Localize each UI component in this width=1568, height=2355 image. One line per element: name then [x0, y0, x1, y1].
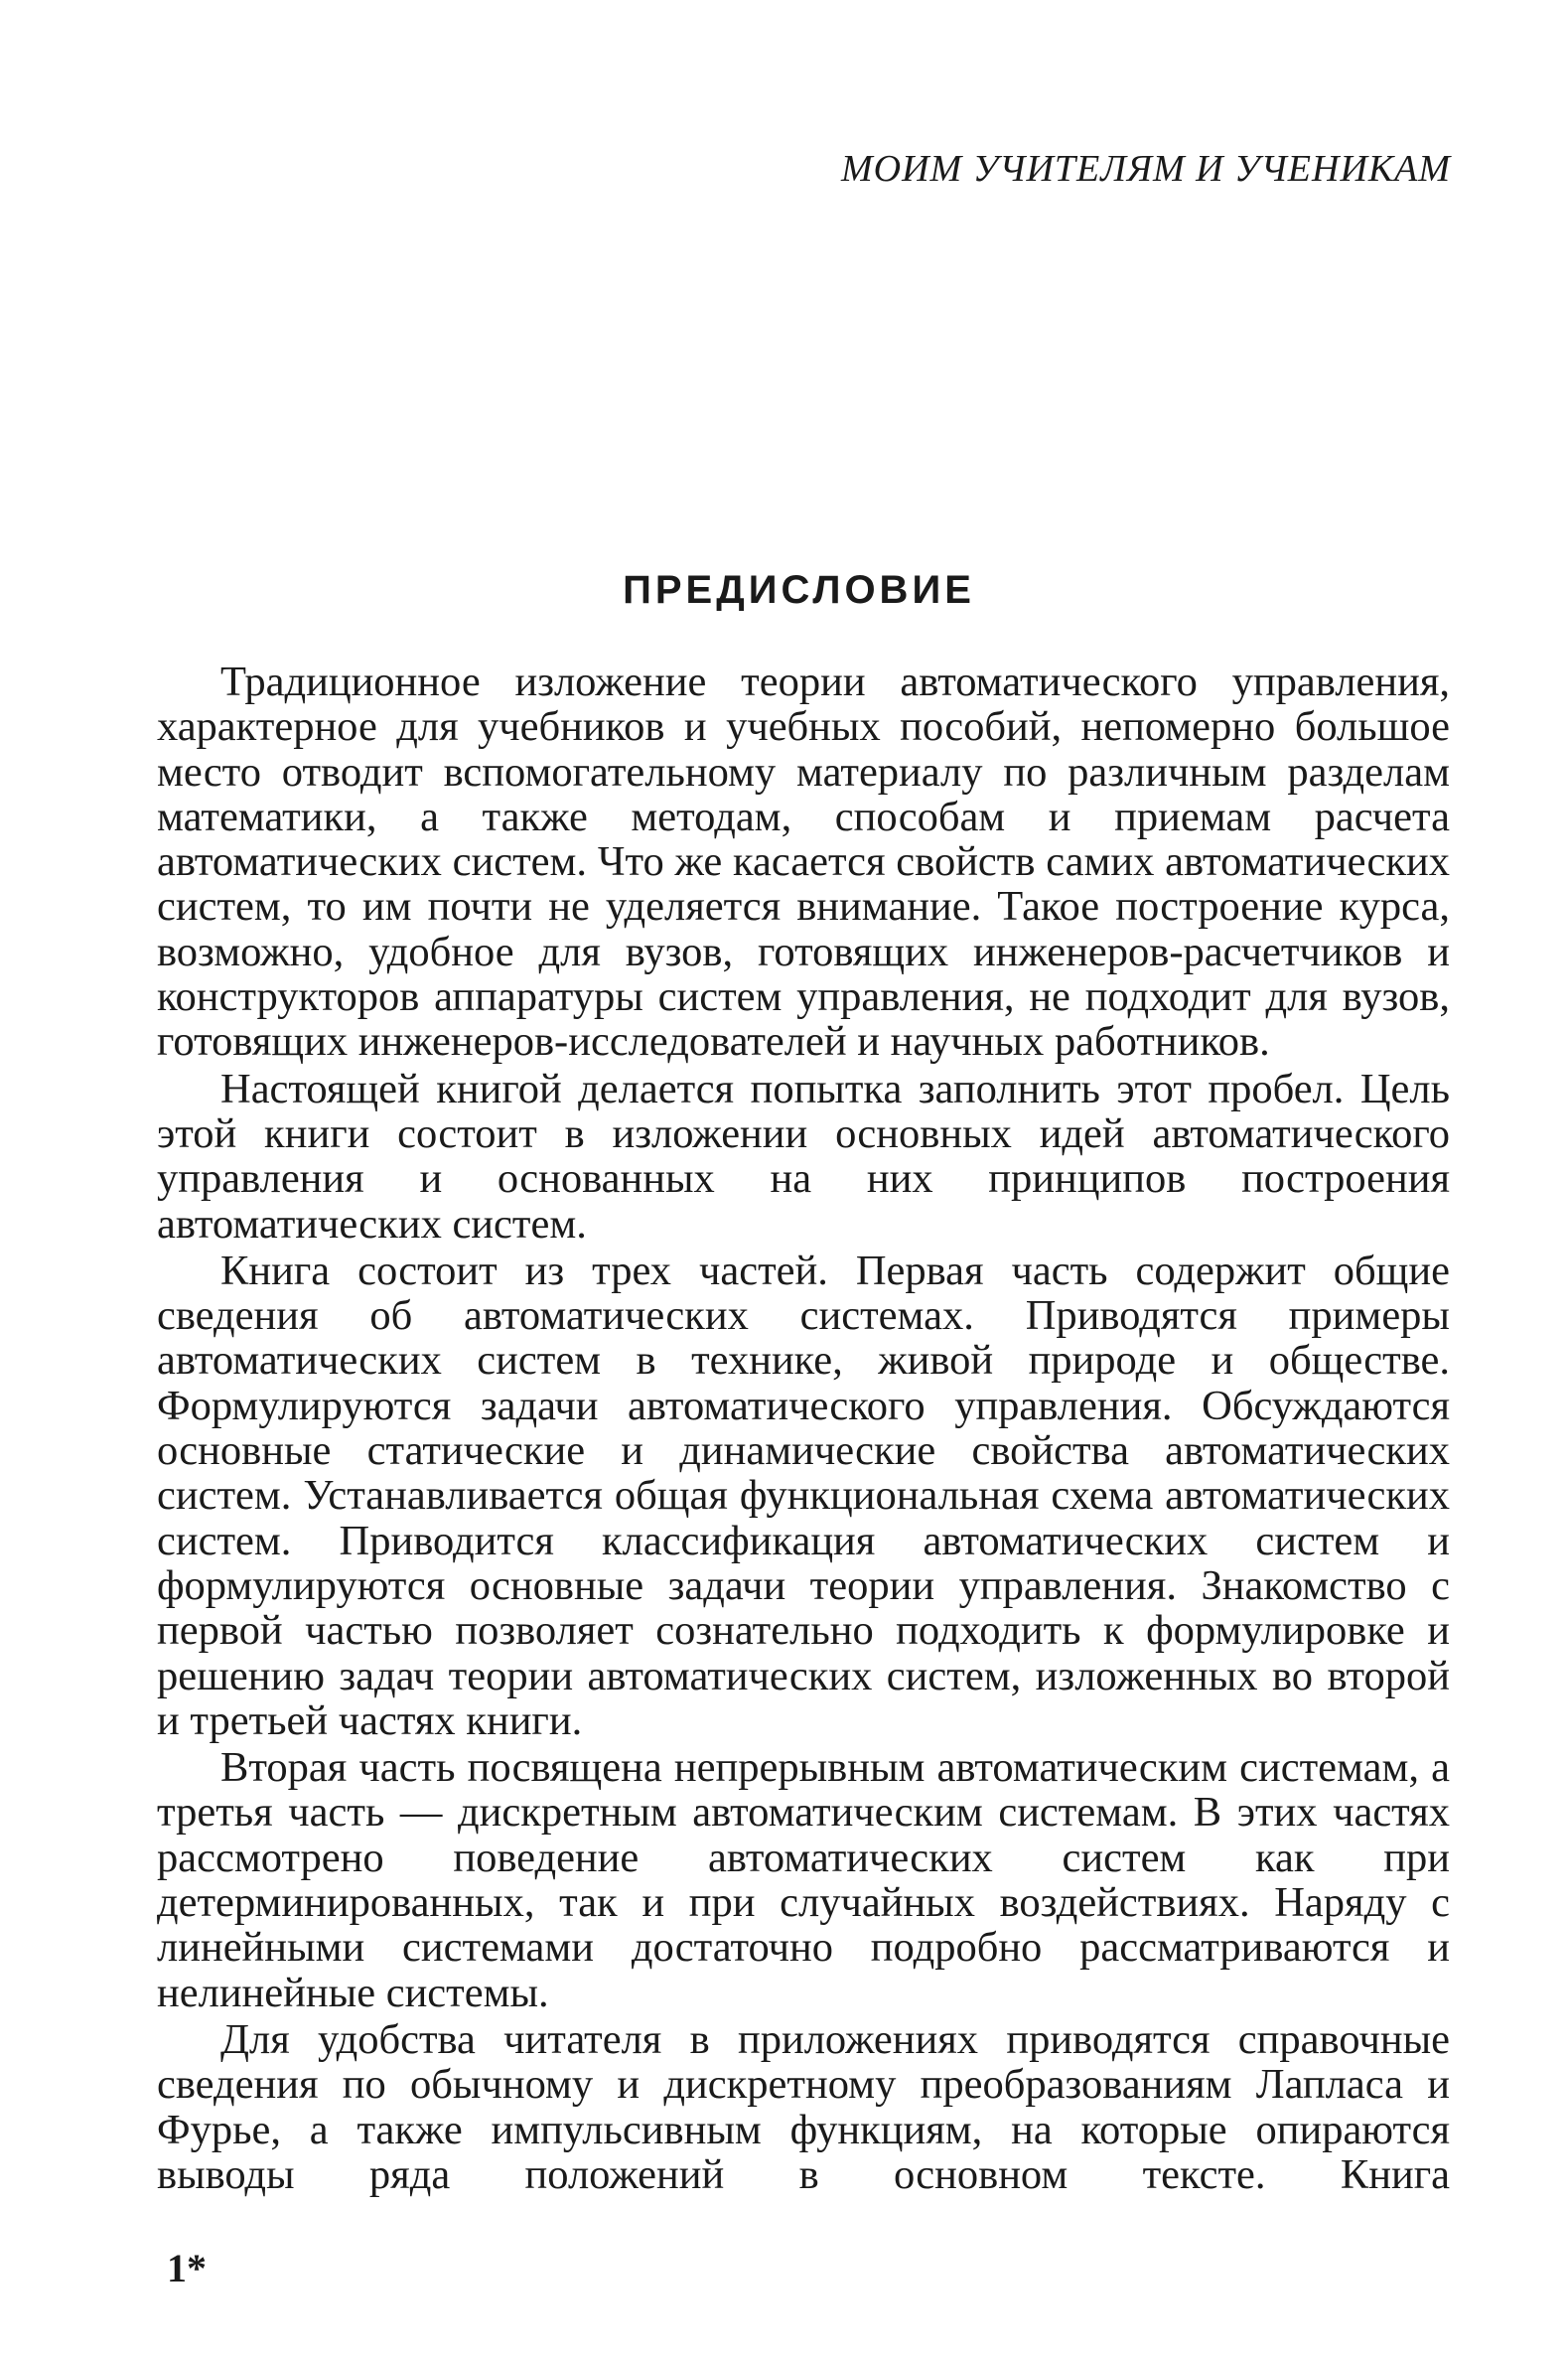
dedication-epigraph: МОИМ УЧИТЕЛЯМ И УЧЕНИКАМ: [841, 148, 1451, 190]
signature-mark: 1*: [167, 2246, 207, 2290]
paragraph-4: Вторая часть посвящена непрерывным автоматическим системам, а третья часть — дискретным автоматическим системам. В этих частях рассмотрено поведение автоматических систем как при детерминированных, так и при случайных воздействиях. Наряду с линейными системами достаточно подробно рассматриваются и нелинейные системы.: [157, 1744, 1450, 2016]
paragraph-5: Для удобства читателя в приложениях приводятся справочные сведения по обычному и дискретному преобразованиям Лапласа и Фурье, а также импульсивным функциям, на которые опираются выводы ряда положений в основном тексте. Книга: [157, 2015, 1450, 2198]
paragraph-3: Книга состоит из трех частей. Первая часть содержит общие сведения об автоматических системах. Приводятся примеры автоматических систем в технике, живой природе и обществе. Формулируются задачи автоматического управления. Обсуждаются основные статические и динамические свойства автоматических систем. Устанавливается общая функциональная схема автоматических систем. Приводится классификация автоматических систем и формулируются основные задачи теории управления. Знакомство с первой частью позволяет сознательно подходить к формулировке и решению задач теории автоматических систем, изложенных во второй и третьей частях книги.: [157, 1247, 1450, 1744]
page-title: ПРЕДИСЛОВИЕ: [623, 568, 975, 612]
paragraph-2: Настоящей книгой делается попытка заполнить этот пробел. Цель этой книги состоит в изложении основных идей автоматического управления и основанных на них принципов построения автоматических систем.: [157, 1065, 1450, 1248]
preface-body: [157, 660, 1450, 2199]
paragraph-1: Традиционное изложение теории автоматического управления, характерное для учебников и учебных пособий, непомерно большое место отводит вспомогательному материалу по различным разделам математики, а также методам, способам и приемам расчета автоматических систем. Что же касается свойств самих автоматических систем, то им почти не уделяется внимание. Такое построение курса, возможно, удобное для вузов, готовящих инженеров-расчетчиков и конструкторов аппаратуры систем управления, не подходит для вузов, готовящих инженеров-исследователей и научных работников.: [157, 659, 1450, 1066]
